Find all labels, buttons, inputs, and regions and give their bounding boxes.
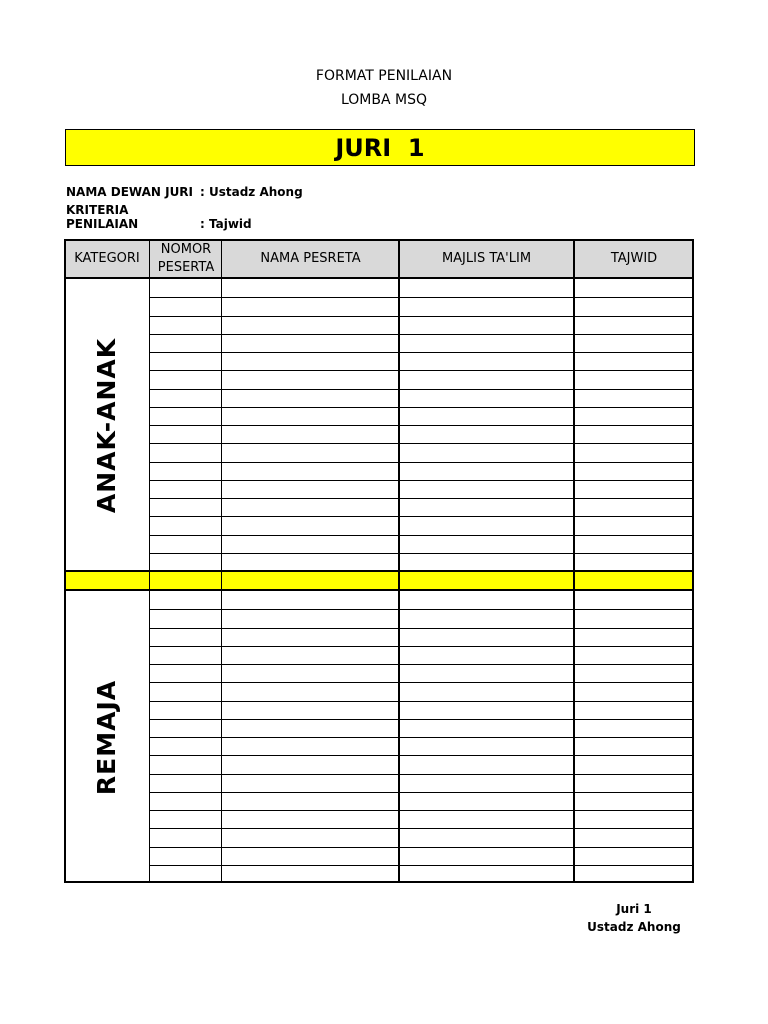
row-line bbox=[150, 664, 694, 665]
table-border-bottom bbox=[64, 881, 694, 883]
nama-juri-value: : Ustadz Ahong bbox=[200, 185, 303, 199]
column-line bbox=[149, 239, 150, 883]
column-header-nama-peserta: NAMA PESRETA bbox=[260, 250, 361, 266]
row-line bbox=[150, 425, 694, 426]
category-anak-anak-label: ANAK-ANAK bbox=[92, 337, 122, 513]
signature-title: Juri 1 bbox=[616, 902, 652, 916]
header-divider bbox=[64, 277, 694, 279]
nama-juri-label: NAMA DEWAN JURI bbox=[66, 185, 194, 199]
row-line bbox=[150, 628, 694, 629]
row-line bbox=[150, 316, 694, 317]
column-header-tajwid: TAJWID bbox=[610, 250, 658, 266]
row-line bbox=[150, 646, 694, 647]
row-line bbox=[150, 370, 694, 371]
category-anak-anak bbox=[64, 279, 150, 571]
assessment-table bbox=[64, 239, 694, 883]
info-row-kriteria bbox=[66, 203, 252, 231]
row-line bbox=[150, 828, 694, 829]
column-header-kategori: KATEGORI bbox=[74, 250, 140, 266]
row-line bbox=[150, 792, 694, 793]
kriteria-value: : Tajwid bbox=[200, 217, 252, 231]
signature-name: Ustadz Ahong bbox=[587, 920, 681, 934]
nomor-line2: PESERTA bbox=[157, 259, 215, 275]
table-border-top bbox=[64, 239, 694, 241]
nomor-line1: NOMOR bbox=[160, 241, 212, 257]
category-divider-row bbox=[64, 572, 694, 590]
info-row-nama-juri bbox=[66, 185, 303, 199]
row-line bbox=[150, 701, 694, 702]
category-remaja-label: REMAJA bbox=[92, 679, 122, 795]
table-border-right bbox=[692, 239, 694, 883]
band-border-top bbox=[64, 570, 694, 572]
row-line bbox=[150, 352, 694, 353]
row-line bbox=[150, 847, 694, 848]
row-line bbox=[150, 774, 694, 775]
column-header-majlis-talim: MAJLIS TA'LIM bbox=[441, 250, 532, 266]
row-line bbox=[150, 609, 694, 610]
column-header-nomor-peserta bbox=[150, 239, 222, 278]
table-border-left bbox=[64, 239, 66, 883]
row-line bbox=[150, 462, 694, 463]
document-subtitle: LOMBA MSQ bbox=[340, 92, 428, 108]
column-line bbox=[573, 239, 575, 883]
row-line bbox=[150, 755, 694, 756]
row-line bbox=[150, 516, 694, 517]
row-line bbox=[150, 535, 694, 536]
document-title: FORMAT PENILAIAN bbox=[315, 68, 453, 84]
row-line bbox=[150, 553, 694, 554]
juri-banner: JURI 1 bbox=[65, 129, 695, 166]
category-remaja bbox=[64, 591, 150, 883]
row-line bbox=[150, 334, 694, 335]
row-line bbox=[150, 480, 694, 481]
kriteria-label: KRITERIA PENILAIAN bbox=[66, 203, 139, 231]
row-line bbox=[150, 389, 694, 390]
column-line bbox=[398, 239, 400, 883]
band-border-bottom bbox=[64, 589, 694, 591]
row-line bbox=[150, 498, 694, 499]
row-line bbox=[150, 443, 694, 444]
row-line bbox=[150, 737, 694, 738]
row-line bbox=[150, 810, 694, 811]
row-line bbox=[150, 297, 694, 298]
row-line bbox=[150, 865, 694, 866]
column-line bbox=[221, 239, 222, 883]
row-line bbox=[150, 682, 694, 683]
row-line bbox=[150, 719, 694, 720]
row-line bbox=[150, 407, 694, 408]
